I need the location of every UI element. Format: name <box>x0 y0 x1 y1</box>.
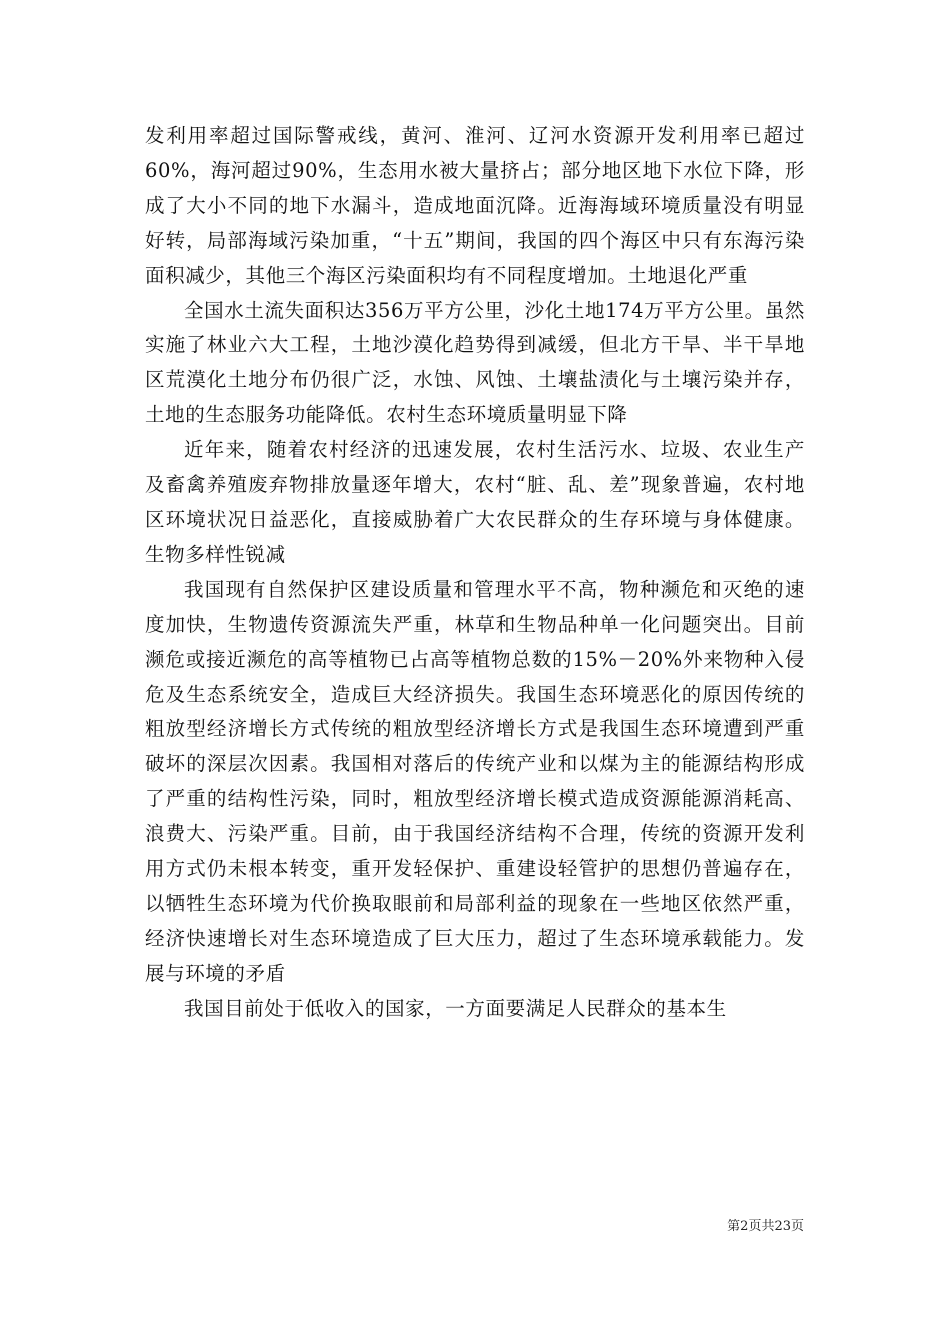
document-body <box>145 119 805 1027</box>
paragraph-rural-environment: 近年来，随着农村经济的迅速发展，农村生活污水、垃圾、农业生产及畜禽养殖废弃物排放量逐年增大，农村“脏、乱、差”现象普遍，农村地区环境状况日益恶化，直接威胁着广大农民群众的生存环境与身体健康。生物多样性锐减 <box>145 438 805 566</box>
paragraph-water-resources: 发利用率超过国际警戒线，黄河、淮河、辽河水资源开发利用率已超过60%，海河超过90%，生态用水被大量挤占；部分地区地下水位下降，形成了大小不同的地下水漏斗，造成地面沉降。近海海域环境质量没有明显好转，局部海域污染加重，“十五”期间，我国的四个海区中只有东海污染面积减少，其他三个海区污染面积均有不同程度增加。土地退化严重 <box>145 124 805 287</box>
paragraph-land-degradation: 全国水土流失面积达356万平方公里，沙化土地174万平方公里。虽然实施了林业六大工程，土地沙漠化趋势得到减缓，但北方干旱、半干旱地区荒漠化土地分布仍很广泛，水蚀、风蚀、土壤盐渍化与土壤污染并存，土地的生态服务功能降低。农村生态环境质量明显下降 <box>145 298 805 427</box>
page-number-footer: 第2页共23页 <box>727 1219 804 1234</box>
paragraph-development-conflict: 我国目前处于低收入的国家，一方面要满足人民群众的基本生 <box>184 996 727 1020</box>
paragraph-biodiversity-causes: 我国现有自然保护区建设质量和管理水平不高，物种濒危和灭绝的速度加快，生物遗传资源流失严重，林草和生物品种单一化问题突出。目前濒危或接近濒危的高等植物已占高等植物总数的15%－20%外来物种入侵危及生态系统安全，造成巨大经济损失。我国生态环境恶化的原因传统的粗放型经济增长方式传统的粗放型经济增长方式是我国生态环境遭到严重破坏的深层次因素。我国相对落后的传统产业和以煤为主的能源结构形成了严重的结构性污染，同时，粗放型经济增长模式造成资源能源消耗高、浪费大、污染严重。目前，由于我国经济结构不合理，传统的资源开发利用方式仍未根本转变，重开发轻保护、重建设轻管护的思想仍普遍存在，以牺牲生态环境为代价换取眼前和局部利益的现象在一些地区依然严重，经济快速增长对生态环境造成了巨大压力，超过了生态环境承载能力。发展与环境的矛盾 <box>145 577 805 985</box>
